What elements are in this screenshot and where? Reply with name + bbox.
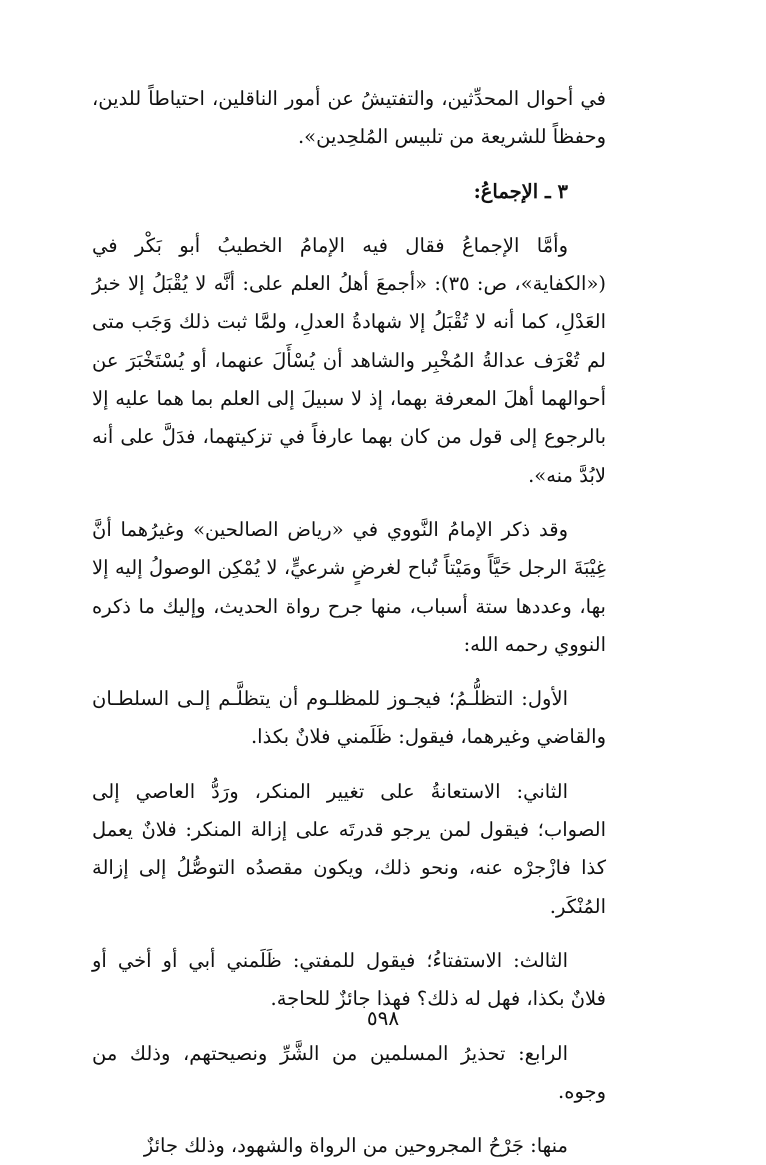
list-item-first: الأول: التظلُّـمُ؛ فيجـوز للمظلـوم أن يتظلَّـم إلـى السلطـان والقاضي وغيرهما، فيقول: ظَلَمني فلانٌ بكذا. — [92, 687, 606, 749]
paragraph-jarh: منها: جَرْحُ المجروحين من الرواة والشهود، وذلك جائزٌ — [143, 1134, 568, 1158]
page-number: ٥٩٨ — [366, 1006, 400, 1030]
section-heading: ٣ ـ الإجماعُ: — [473, 179, 568, 203]
list-item-second: الثاني: الاستعانةُ على تغيير المنكر، ورَدُّ العاصي إلى الصواب؛ فيقول لمن يرجو قدرتَه على إزالة المنكر: فلانٌ يعمل كذا فازْجرْه عنه، ونحو ذلك، ويكون مقصدُه التوصُّلُ إلى إزالة المُنْكَر. — [92, 779, 606, 918]
paragraph-nawawi: وقد ذكر الإمامُ النَّووي في «رياض الصالحين» وغيرُهما أنَّ غِيْبَةَ الرجل حَيَّاً ومَيْتاً تُباح لغرضٍ شرعيٍّ، لا يُمْكِن الوصولُ إليه إلا بها، وعددها ستة أسباب، منها جرح رواة الحديث، وإليك ما ذكره النووي رحمه الله: — [92, 517, 606, 656]
list-item-fourth: الرابع: تحذيرُ المسلمين من الشَّرِّ ونصيحتهم، وذلك من وجوه. — [92, 1041, 606, 1103]
page-body — [92, 80, 606, 1165]
paragraph-continuation: في أحوال المحدِّثين، والتفتيشُ عن أمور الناقلين، احتياطاً للدين، وحفظاً للشريعة من تلبيس المُلحِدين». — [92, 87, 606, 149]
paragraph-ijma: وأمَّا الإجماعُ فقال فيه الإمامُ الخطيبُ أبو بَكْر في («الكفاية»، ص: ٣٥): «أجمعَ أهلُ العلم على: أنَّه لا يُقْبَلُ إلا خبرُ العَدْلِ، كما أنه لا تُقْبَلُ إلا شهادةُ العدلِ، ولمَّا ثبت ذلك وَجَب متى لم تُعْرَف عدالةُ المُخْبِر والشاهد أن يُسْأَلَ عنهما، أو يُسْتَخْبَرَ عن أحوالهما أهلَ المعرفة بهما، إذ لا سبيلَ إلى العلم بما هما عليه إلا بالرجوع إلى قول من كان بهما عارفاً في تزكيتهما، فدَلَّ على أنه لابُدَّ منه». — [92, 233, 606, 487]
list-item-third: الثالث: الاستفتاءُ؛ فيقول للمفتي: ظَلَمني أبي أو أخي أو فلانٌ بكذا، فهل له ذلك؟ فهذا جائزٌ للحاجة. — [92, 948, 606, 1011]
